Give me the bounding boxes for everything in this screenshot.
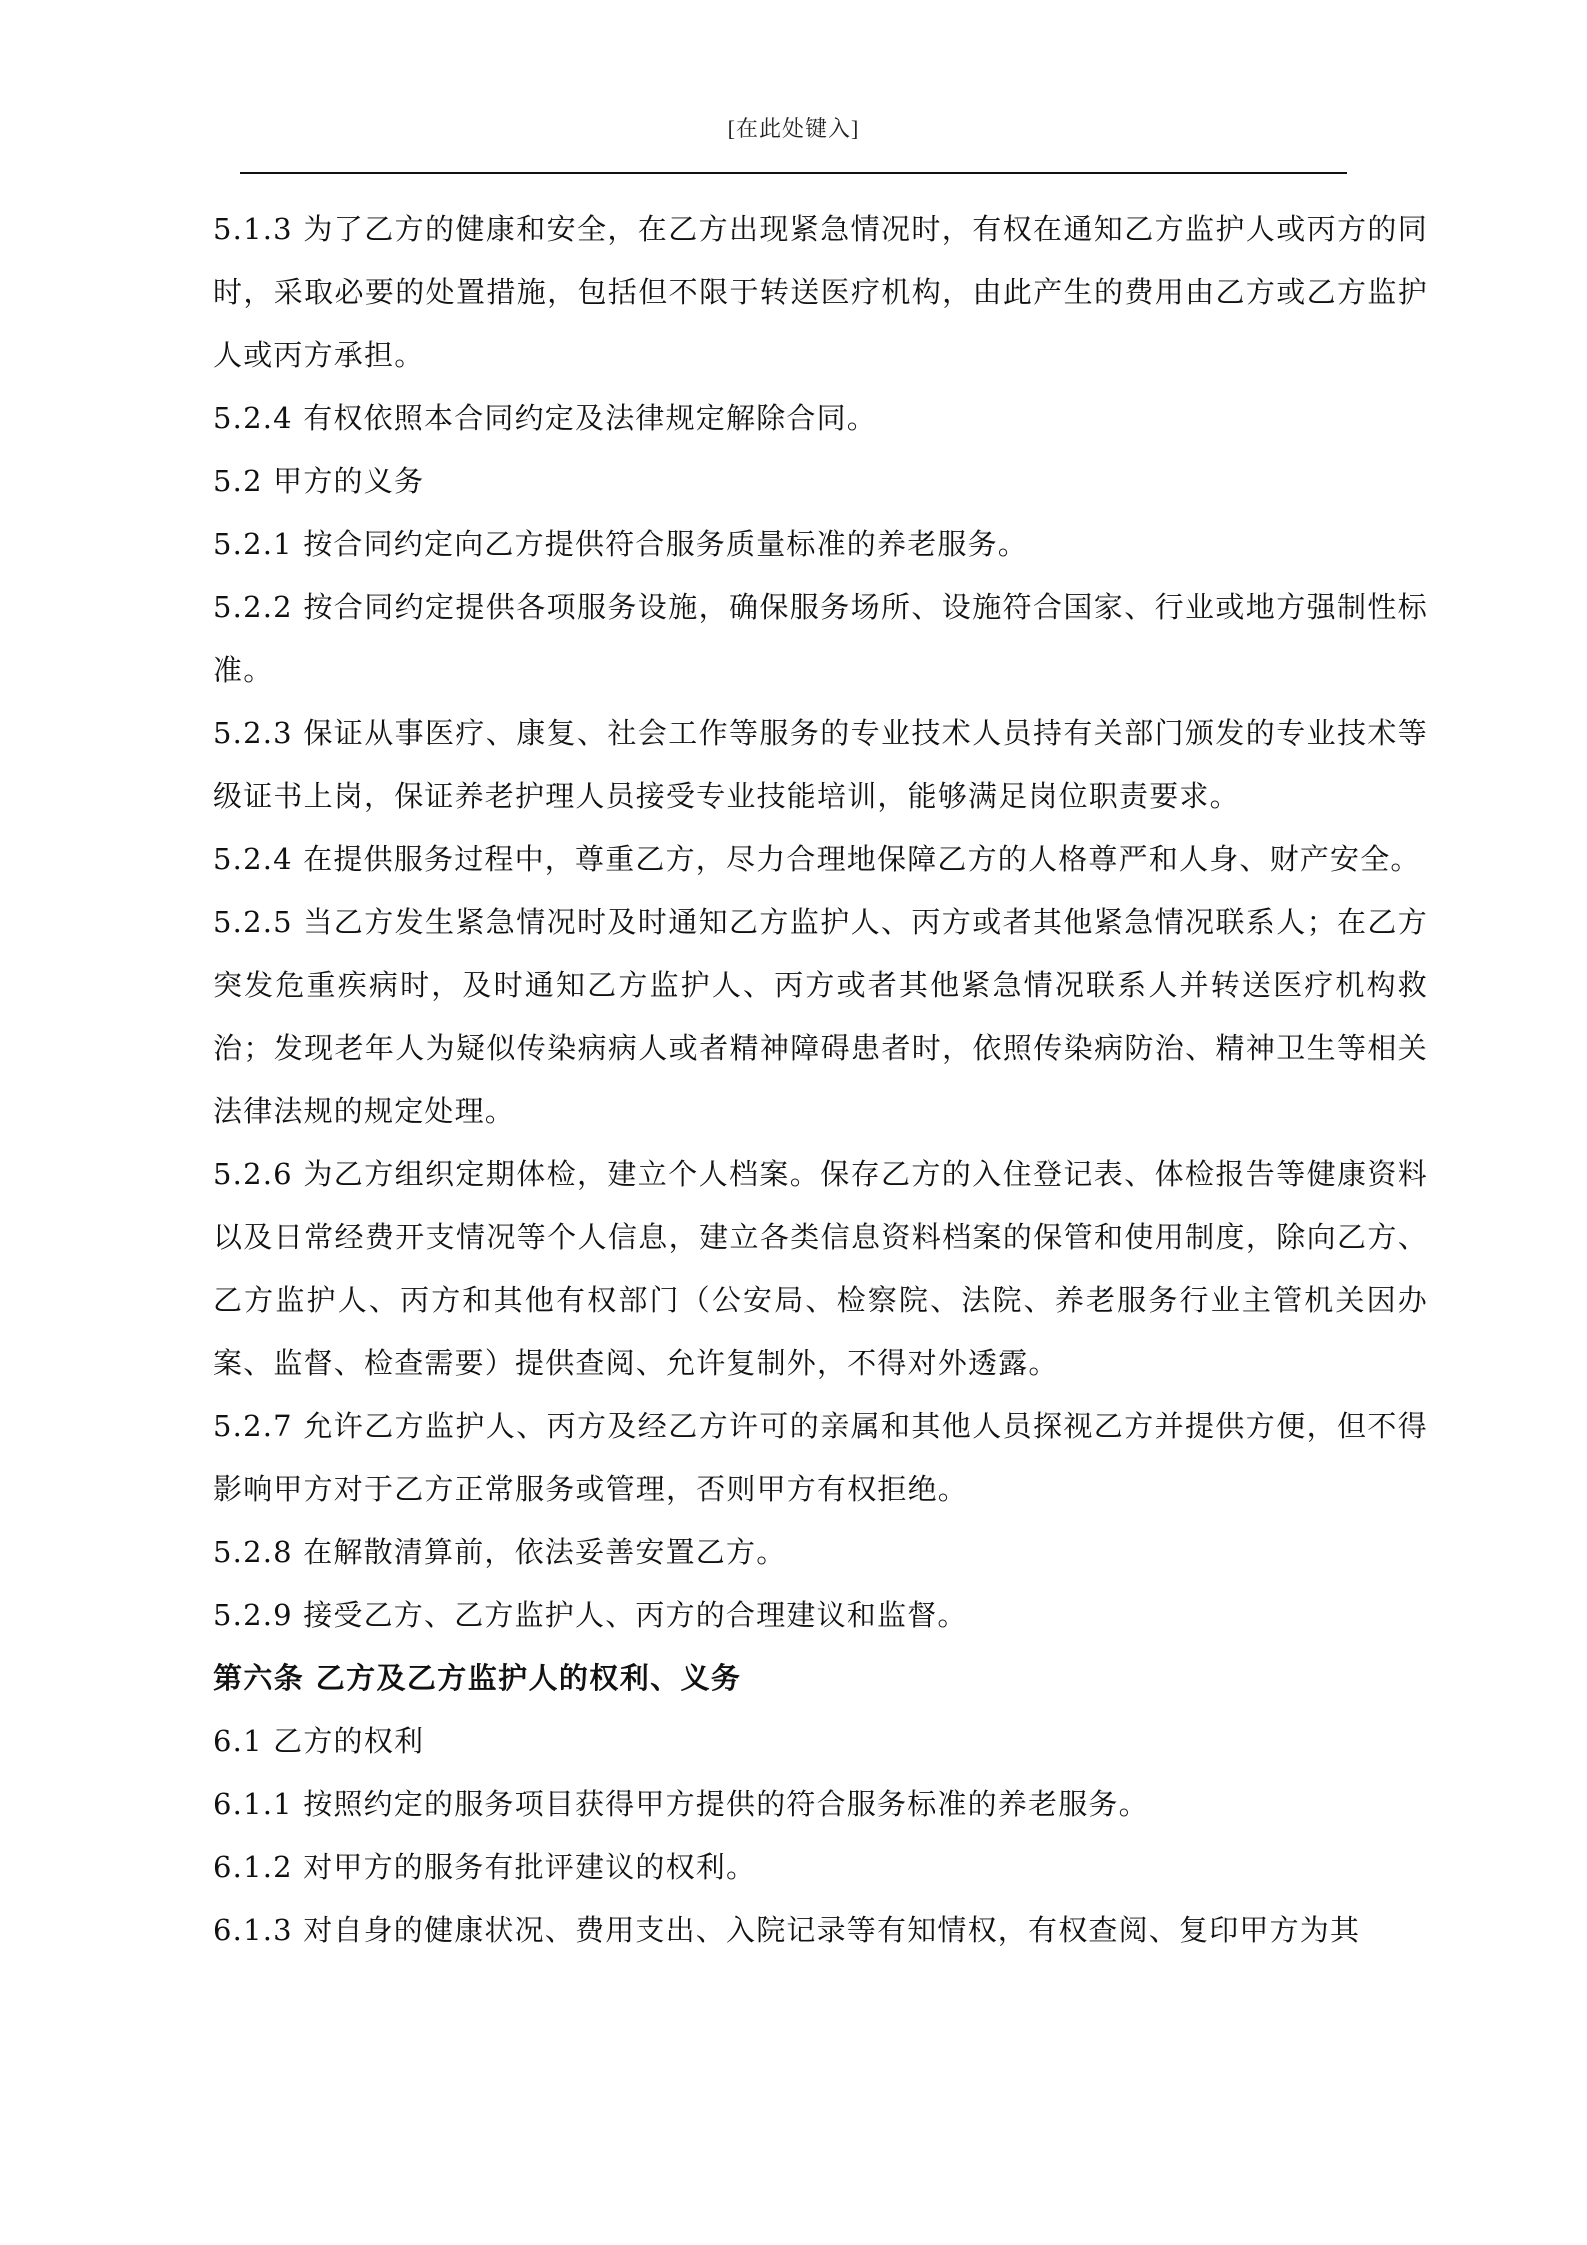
paragraph-6-1-1: 6.1.1 按照约定的服务项目获得甲方提供的符合服务标准的养老服务。 <box>213 1787 1149 1821</box>
paragraph-5-2-5: 5.2.5 当乙方发生紧急情况时及时通知乙方监护人、丙方或者其他紧急情况联系人；在乙方突发危重疾病时，及时通知乙方监护人、丙方或者其他紧急情况联系人并转送医疗机构救治；发现老年人为疑似传染病病人或者精神障碍患者时，依照传染病防治、精神卫生等相关法律法规的规定处理。 <box>213 905 1428 1128</box>
paragraph-5-2-8: 5.2.8 在解散清算前，依法妥善安置乙方。 <box>213 1535 787 1569</box>
paragraph-5-2-6: 5.2.6 为乙方组织定期体检，建立个人档案。保存乙方的入住登记表、体检报告等健康资料以及日常经费开支情况等个人信息，建立各类信息资料档案的保管和使用制度，除向乙方、乙方监护人、丙方和其他有权部门（公安局、检察院、法院、养老服务行业主管机关因办案、监督、检查需要）提供查阅、允许复制外，不得对外透露。 <box>213 1157 1428 1380</box>
paragraph-5-2-7: 5.2.7 允许乙方监护人、丙方及经乙方许可的亲属和其他人员探视乙方并提供方便，但不得影响甲方对于乙方正常服务或管理，否则甲方有权拒绝。 <box>213 1409 1428 1506</box>
section-heading-article-6: 第六条 乙方及乙方监护人的权利、义务 <box>213 1661 742 1695</box>
paragraph-5-1-3: 5.1.3 为了乙方的健康和安全，在乙方出现紧急情况时，有权在通知乙方监护人或丙方的同时，采取必要的处置措施，包括但不限于转送医疗机构，由此产生的费用由乙方或乙方监护人或丙方承担。 <box>213 212 1428 372</box>
paragraph-5-2-4-terminate: 5.2.4 有权依照本合同约定及法律规定解除合同。 <box>213 401 878 435</box>
paragraph-5-2-9: 5.2.9 接受乙方、乙方监护人、丙方的合理建议和监督。 <box>213 1598 968 1632</box>
page-header: [在此处键入] <box>727 116 860 141</box>
paragraph-5-2-3: 5.2.3 保证从事医疗、康复、社会工作等服务的专业技术人员持有关部门颁发的专业技术等级证书上岗，保证养老护理人员接受专业技能培训，能够满足岗位职责要求。 <box>213 716 1428 813</box>
paragraph-5-2-title: 5.2 甲方的义务 <box>213 464 425 498</box>
paragraph-5-2-2: 5.2.2 按合同约定提供各项服务设施，确保服务场所、设施符合国家、行业或地方强制性标准。 <box>213 590 1428 687</box>
paragraph-6-1-2: 6.1.2 对甲方的服务有批评建议的权利。 <box>213 1850 757 1884</box>
paragraph-5-2-1: 5.2.1 按合同约定向乙方提供符合服务质量标准的养老服务。 <box>213 527 1029 561</box>
paragraph-5-2-4: 5.2.4 在提供服务过程中，尊重乙方，尽力合理地保障乙方的人格尊严和人身、财产安全。 <box>213 842 1421 876</box>
header-divider <box>240 172 1347 174</box>
document-body <box>213 198 1428 1962</box>
paragraph-6-1-3: 6.1.3 对自身的健康状况、费用支出、入院记录等有知情权，有权查阅、复印甲方为其 <box>213 1913 1361 1947</box>
paragraph-6-1-title: 6.1 乙方的权利 <box>213 1724 425 1758</box>
